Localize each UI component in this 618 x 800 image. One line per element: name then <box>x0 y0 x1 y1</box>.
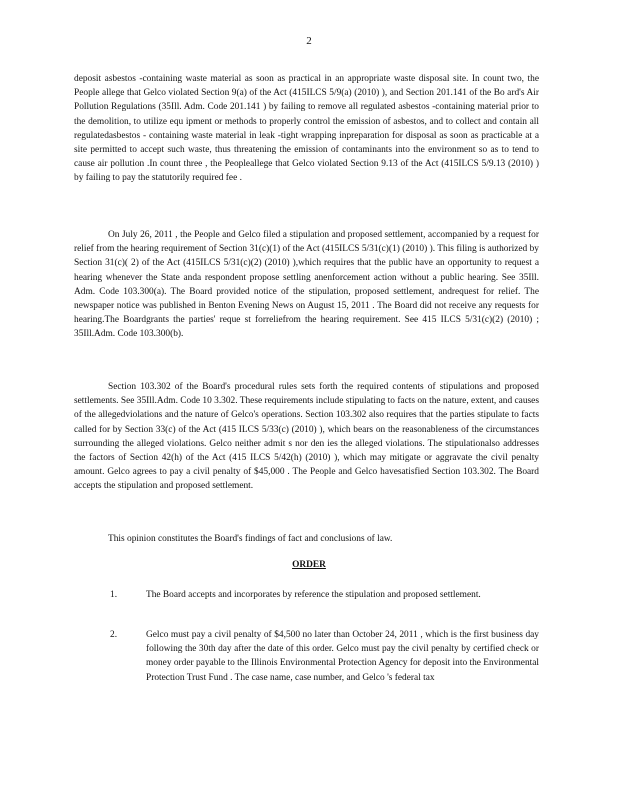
paragraph-procedural-rules: Section 103.302 of the Board's procedural rules sets forth the required contents of stipulations and proposed settlements. See 35Ill.Adm. Code 10 3.302. These requirements include stipulating to facts on the nature, extent, and causes of the allegedviolations and the nature of Gelco's operations. Section 103.302 also requires that the parties stipulate to facts called for by Section 33(c) of the Act (415 ILCS 5/33(c) (2010) ), which bears on the reasonableness of the circumstances surrounding the alleged violations. Gelco neither admit s nor den ies the alleged violations. The stipulationalso addresses the factors of Section 42(h) of the Act (415 ILCS 5/42(h) (2010) ), which may mitigate or aggravate the civil penalty amount. Gelco agrees to pay a civil penalty of $45,000 . The People and Gelco havesatisfied Section 103.302. The Board accepts the stipulation and proposed settlement. <box>74 382 539 492</box>
paragraph-counts: deposit asbestos -containing waste material as soon as practical in an appropriate waste disposal site. In count two, the People allege that Gelco violated Section 9(a) of the Act (415ILCS 5/9(a) (2010) ), and Section 201.141 of the Bo ard's Air Pollution Regulations (35Ill. Adm. Code 201.141 ) by failing to remove all regulated asbestos -containing material prior to the demolition, to utilize equ ipment or methods to properly control the emission of asbestos, and to collect and contain all regulatedasbestos - containing waste material in leak -tight wrapping inpreparation for disposal as soon as practicable at a site permitted to accept such waste, thus threatening the emission of contaminants into the environment so as to tend to cause air pollution .In count three , the Peopleallege that Gelco violated Section 9.13 of the Act (415ILCS 5/9.13 (2010) ) by failing to pay the statutorily required fee . <box>74 74 539 184</box>
order-item-number: 1. <box>110 590 118 600</box>
page-number: 2 <box>306 35 312 47</box>
order-item-text: Gelco must pay a civil penalty of $4,500 no later than October 24, 2011 , which is the first business day following the 30th day after the date of this order. Gelco must pay the civil penalty by certified check or money order payable to the Illinois Environmental Protection Agency for deposit into the Environmental Protection Trust Fund . The case name, case number, and Gelco 's federal tax <box>146 630 539 683</box>
order-item-number: 2. <box>110 630 118 640</box>
paragraph-findings: This opinion constitutes the Board's findings of fact and conclusions of law. <box>108 534 393 544</box>
paragraph-stipulation-filing: On July 26, 2011 , the People and Gelco filed a stipulation and proposed settlement, accompanied by a request for relief from the hearing requirement of Section 31(c)(1) of the Act (415ILCS 5/31(c)(1) (2010) ). This filing is authorized by Section 31(c)( 2) of the Act (415ILCS 5/31(c)(2) (2010) ),which requires that the public have an opportunity to request a hearing whenever the State anda respondent propose settling anenforcement action without a public hearing. See 35Ill. Adm. Code 103.300(a). The Board provided notice of the stipulation, proposed settlement, andrequest for relief. The newspaper notice was published in Benton Evening News on August 15, 2011 . The Board did not receive any requests for hearing.The Boardgrants the parties' reque st forreliefrom the hearing requirement. See 415 ILCS 5/31(c)(2) (2010) ; 35Ill.Adm. Code 103.300(b). <box>74 230 539 340</box>
order-item-text: The Board accepts and incorporates by reference the stipulation and proposed settlement. <box>146 590 481 600</box>
order-heading: ORDER <box>292 560 326 570</box>
